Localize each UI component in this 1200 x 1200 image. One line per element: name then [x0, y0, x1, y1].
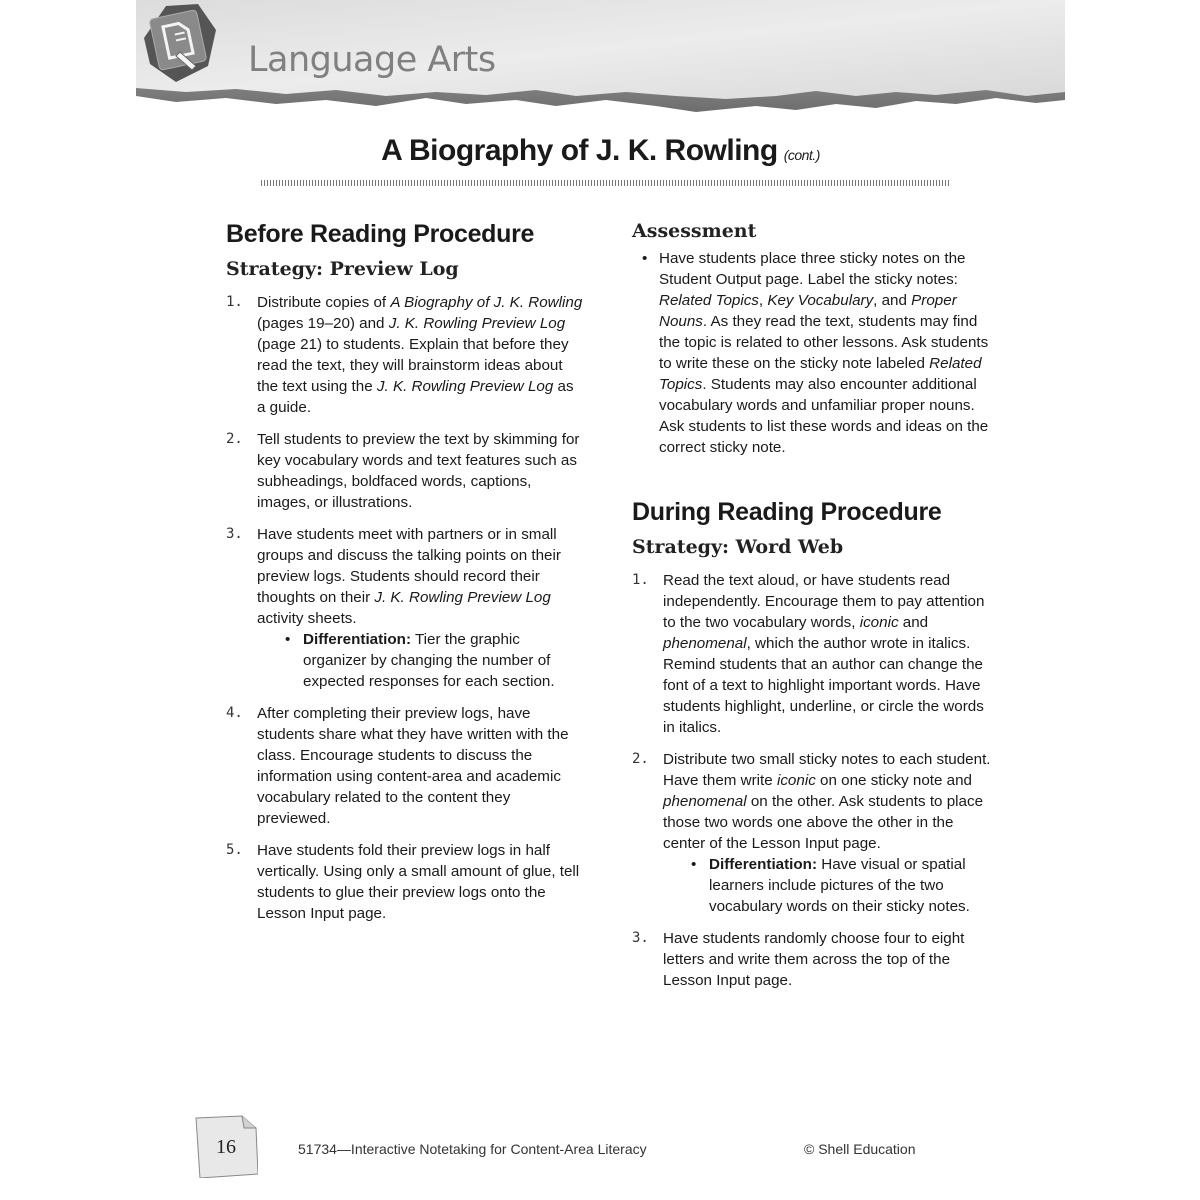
continued-label: (cont.): [783, 147, 820, 163]
right-column: [632, 218, 994, 1002]
during-reading-steps: [632, 570, 994, 991]
left-column: [226, 218, 586, 935]
step-number: 4.: [226, 705, 243, 721]
step-number: 5.: [226, 842, 243, 858]
step-5: 5. Have students fold their preview logs in half vertically. Using only a small amount of glue, tell students to glue their preview logs onto the Lesson Input page.: [226, 842, 580, 922]
preview-log-strategy: Strategy: Preview Log: [226, 258, 459, 280]
differentiation-note: • Differentiation: Have visual or spatial learners include pictures of the two vocabulary words on their sticky notes.: [687, 854, 994, 917]
step-4: 4. After completing their preview logs, have students share what they have written with the class. Encourage students to discuss the information using content-area and academic vocabulary related to the content they previewed.: [226, 705, 569, 827]
document-page: [136, 0, 1065, 1200]
differentiation-list: [257, 629, 586, 692]
document-pencil-icon: [136, 0, 220, 84]
step-number: 1.: [226, 294, 243, 310]
step-number: 2.: [632, 751, 649, 767]
step-2: 2. Distribute two small sticky notes to each student. Have them write iconic on one sticky note and phenomenal on the other. Ask students to place those two words one above the other in the center of the Lesson Input page. • Differentiation: Have visual or spatial learners include pictures of the two vocabulary words on their sticky notes.: [632, 749, 994, 917]
step-number: 3.: [226, 526, 243, 542]
page-number: 16: [216, 1136, 236, 1158]
step-number: 1.: [632, 572, 649, 588]
before-reading-steps: [226, 292, 586, 924]
assessment-item: • Have students place three sticky notes on the Student Output page. Label the sticky notes: Related Topics, Key Vocabulary, and Proper Nouns. As they read the text, students may find the topic is related to other lessons. Ask students to write these on the sticky note labeled Related Topics. Students may also encounter additional vocabulary words and unfamiliar proper nouns. Ask students to list these words and ideas on the correct sticky note.: [638, 248, 994, 458]
step-1: 1. Distribute copies of A Biography of J. K. Rowling (pages 19–20) and J. K. Rowling Preview Log (page 21) to students. Explain that before they read the text, they will brainstorm ideas about the text using the J. K. Rowling Preview Log as a guide.: [226, 294, 583, 416]
title-divider: [261, 180, 949, 186]
page-title: [136, 134, 1065, 168]
step-number: 2.: [226, 431, 243, 447]
word-web-strategy: Strategy: Word Web: [632, 536, 844, 558]
assessment-heading: Assessment: [632, 220, 757, 242]
copyright: © Shell Education: [804, 1141, 916, 1157]
during-reading-heading: During Reading Procedure: [632, 498, 942, 526]
differentiation-note: • Differentiation: Tier the graphic organizer by changing the number of expected responses for each section.: [281, 629, 586, 692]
book-title: 51734—Interactive Notetaking for Content-Area Literacy: [298, 1141, 647, 1157]
assessment-list: [632, 248, 994, 458]
step-number: 3.: [632, 930, 649, 946]
step-2: 2. Tell students to preview the text by skimming for key vocabulary words and text features such as subheadings, boldfaced words, captions, images, or illustrations.: [226, 431, 580, 511]
header-banner: [136, 0, 1065, 118]
differentiation-list: [663, 854, 994, 917]
subject-title: Language Arts: [248, 40, 496, 80]
step-3: 3. Have students randomly choose four to eight letters and write them across the top of the Lesson Input page.: [632, 930, 965, 989]
step-1: 1. Read the text aloud, or have students read independently. Encourage them to pay attention to the two vocabulary words, iconic and phenomenal, which the author wrote in italics. Remind students that an author can change the font of a text to highlight important words. Have students highlight, underline, or circle the words in italics.: [632, 572, 985, 736]
before-reading-heading: Before Reading Procedure: [226, 220, 535, 248]
step-3: 3. Have students meet with partners or in small groups and discuss the talking points on their preview logs. Students should record their thoughts on their J. K. Rowling Preview Log activity sheets. • Differentiation: Tier the graphic organizer by changing the number of expected responses for each section.: [226, 524, 586, 692]
page-title-text: A Biography of J. K. Rowling: [381, 134, 778, 167]
